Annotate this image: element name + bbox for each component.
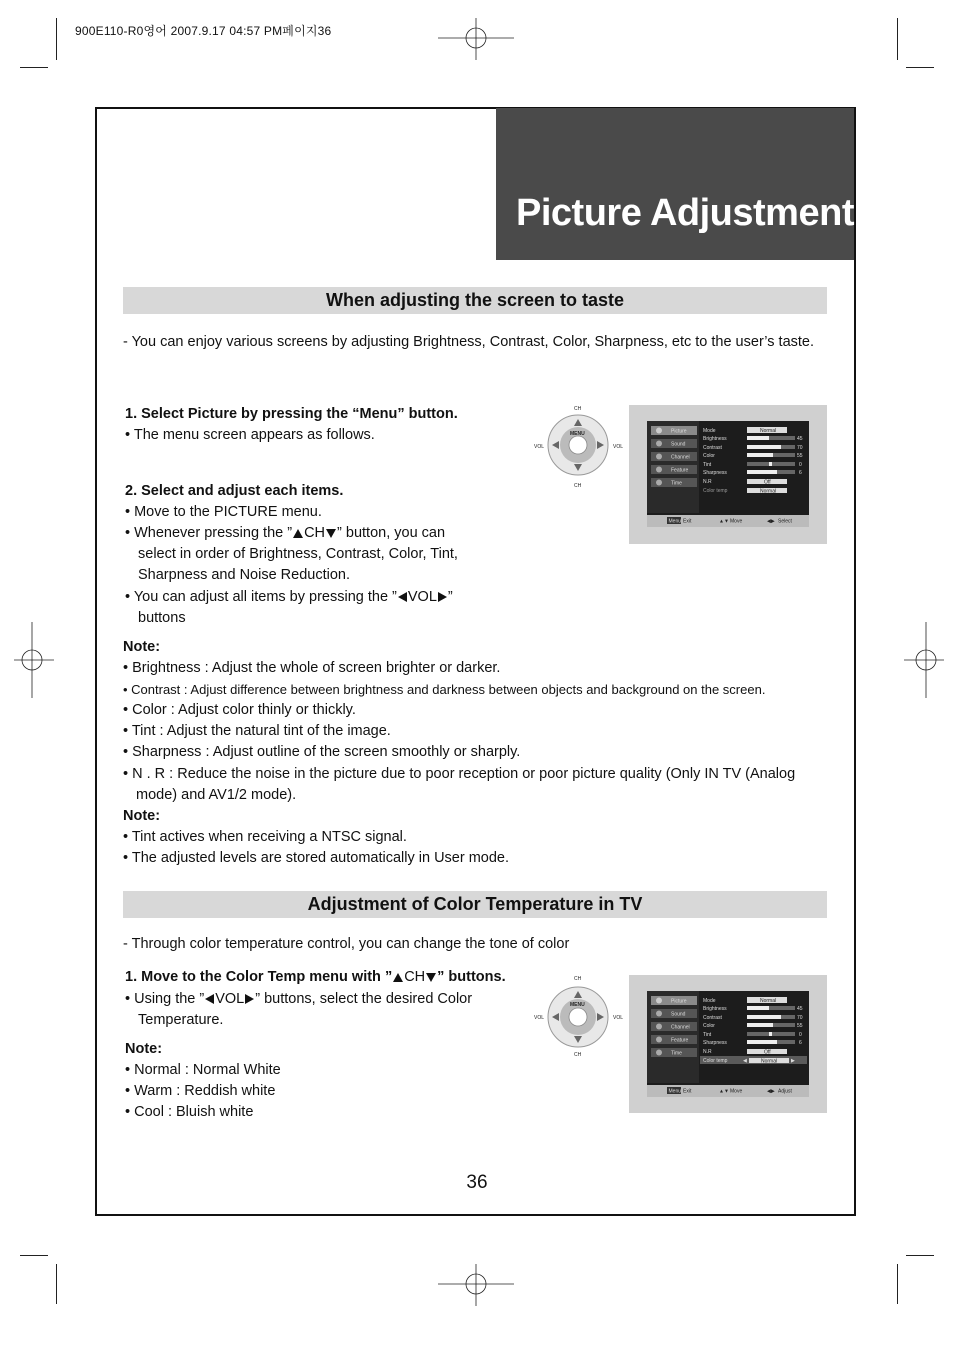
svg-text:▲▼: ▲▼ [719,1088,729,1095]
text: ” button, you can [337,525,446,541]
section-heading: Adjustment of Color Temperature in TV [123,891,827,918]
osd-row-value: Normal [760,428,777,434]
osd-footer-label: Move [730,518,743,525]
remote-ch-label: CH [574,406,582,412]
osd-row-value: Off [764,1049,771,1056]
osd-footer-label: Adjust [778,1088,792,1095]
print-header: 900E110-R0영어 2007.9.17 04:57 PM페이지36 [75,24,332,38]
remote-control-diagram [530,402,626,488]
osd-row-label: N.R [703,1049,712,1055]
osd-footer-label: Select [778,518,792,525]
note-item: • Color : Adjust color thinly or thickly. [123,702,356,718]
list-item-continued: Temperature. [138,1012,224,1028]
registration-mark [438,18,514,60]
note-item: • Normal : Normal White [125,1062,281,1078]
osd-row-label: Tint [703,1032,712,1038]
osd-footer-menu: Menu [668,518,682,525]
list-item-continued: Sharpness and Noise Reduction. [138,567,350,583]
osd-row-label: Color [703,1023,715,1029]
osd-row-label: Mode [703,998,716,1004]
crop-mark [906,1255,934,1256]
osd-footer-menu: Menu [668,1088,682,1095]
osd-menu-screen [647,991,809,1097]
note-item: • Sharpness : Adjust outline of the screen smoothly or sharply. [123,744,521,760]
note-item: • Cool : Bluish white [125,1104,254,1120]
osd-row-value: 45 [797,436,803,442]
note-item: • Warm : Reddish white [125,1083,276,1099]
osd-row-value: 6 [799,1040,802,1046]
down-arrow-icon [426,973,436,982]
svg-text:◀: ◀ [743,1058,747,1064]
page-number: 36 [466,1172,488,1193]
remote-vol-label: VOL [534,444,545,450]
note-item: • Brightness : Adjust the whole of screen brighter or darker. [123,660,501,676]
osd-row-value: 55 [797,453,803,459]
remote-vol-label: VOL [613,1015,624,1021]
osd-row-label: Color [703,453,715,459]
osd-row-value: 70 [797,1015,803,1021]
step-title [125,967,506,988]
note-item: • Tint actives when receiving a NTSC signal. [123,829,407,845]
crop-mark [56,18,57,60]
crop-mark [20,67,48,68]
text: 1. Move to the Color Temp menu with ” [125,969,393,985]
osd-row-value: 45 [797,1006,803,1012]
osd-footer-label: Move [730,1088,743,1095]
note-item: • The adjusted levels are stored automatically in User mode. [123,850,510,866]
text: ” [447,589,453,605]
text: • Using the ” [125,991,205,1007]
list-item: • Move to the PICTURE menu. [125,504,322,520]
osd-row-value: 0 [799,462,802,468]
left-arrow-icon [398,592,407,602]
osd-footer-label: Exit [683,1088,692,1095]
osd-row-label: Brightness [703,436,727,442]
registration-mark [438,1264,514,1306]
text: ” buttons. [437,969,506,985]
osd-row-label: Contrast [703,1015,722,1021]
section-intro: - You can enjoy various screens by adjusting Brightness, Contrast, Color, Sharpness, etc to the user’s taste. [123,334,815,350]
note-label: Note: [123,808,161,824]
page-title: Picture Adjustment [516,192,854,234]
text: VOL [407,589,437,605]
list-item-continued: select in order of Brightness, Contrast, Color, Tint, [138,546,458,562]
note-item: • Tint : Adjust the natural tint of the image. [123,723,391,739]
crop-mark [897,1264,898,1304]
osd-row-label: Mode [703,428,716,434]
osd-row-label: Color temp [703,488,728,494]
crop-mark [20,1255,48,1256]
osd-row-label: Brightness [703,1006,727,1012]
osd-row-label-highlight: Color temp [703,1058,728,1064]
remote-vol-label: VOL [613,444,624,450]
osd-row-value: Normal [760,998,777,1004]
osd-row-value: 55 [797,1023,803,1029]
osd-tab: Picture [671,428,687,435]
registration-mark [14,622,54,698]
note-item-continued: mode) and AV1/2 mode). [136,787,297,803]
osd-tab: Feature [671,1037,689,1044]
remote-ch-label: CH [574,976,582,982]
list-item: • The menu screen appears as follows. [125,427,375,443]
osd-row-value: 6 [799,470,802,476]
note-label: Note: [125,1041,163,1057]
svg-text:▶: ▶ [791,1058,795,1064]
crop-mark [906,67,934,68]
remote-menu-label: MENU [570,431,585,437]
note-item: • N . R : Reduce the noise in the picture due to poor reception or poor picture quality (Only IN TV (Analog [123,766,796,782]
remote-ch-label: CH [574,1052,582,1058]
note-item: • Contrast : Adjust difference between brightness and darkness between objects and background on the screen. [123,682,766,697]
osd-row-value: 70 [797,445,803,451]
remote-control-diagram [530,972,626,1058]
osd-tab: Time [671,1050,682,1057]
up-arrow-icon [293,529,303,538]
osd-tab: Sound [671,441,686,448]
osd-tab: Picture [671,998,687,1005]
list-item-continued: buttons [138,610,186,626]
right-arrow-icon [438,592,447,602]
list-item [125,989,472,1010]
text: ” buttons, select the desired Color [255,991,473,1007]
svg-text:◀▶: ◀▶ [767,518,775,525]
title-box [496,108,854,260]
text: CH [304,525,326,541]
svg-text:▲▼: ▲▼ [719,518,729,525]
text: • Whenever pressing the ” [125,525,293,541]
osd-tab: Feature [671,467,689,474]
svg-text:◀▶: ◀▶ [767,1088,775,1095]
osd-row-label: Sharpness [703,1040,727,1046]
list-item [125,587,453,608]
list-item [125,523,445,544]
remote-menu-label: MENU [570,1002,585,1008]
osd-row-label: Sharpness [703,470,727,476]
step-title: 2. Select and adjust each items. [125,483,344,499]
remote-ch-label: CH [574,483,582,488]
osd-row-label: Tint [703,462,712,468]
osd-footer-label: Exit [683,518,692,525]
section-heading: When adjusting the screen to taste [123,287,827,314]
down-arrow-icon [326,529,336,538]
section-intro: - Through color temperature control, you can change the tone of color [123,936,570,952]
osd-tab: Time [671,480,682,487]
registration-mark [904,622,944,698]
step-title: 1. Select Picture by pressing the “Menu” button. [125,406,458,422]
crop-mark [897,18,898,60]
osd-row-value: Normal [761,1058,778,1065]
osd-row-value: 0 [799,1032,802,1038]
osd-row-label: Contrast [703,445,722,451]
osd-tab: Channel [671,1024,690,1031]
text: • You can adjust all items by pressing the ” [125,589,397,605]
right-arrow-icon [245,994,254,1004]
osd-row-value: Normal [760,488,777,495]
osd-tab: Sound [671,1011,686,1018]
crop-mark [56,1264,57,1304]
text: VOL [215,991,245,1007]
osd-menu-screen [647,421,809,527]
up-arrow-icon [393,973,403,982]
osd-row-label: N.R [703,479,712,485]
osd-row-value: Off [764,479,771,486]
remote-vol-label: VOL [534,1015,545,1021]
note-label: Note: [123,639,161,655]
text: CH [404,969,426,985]
osd-tab: Channel [671,454,690,461]
left-arrow-icon [205,994,214,1004]
